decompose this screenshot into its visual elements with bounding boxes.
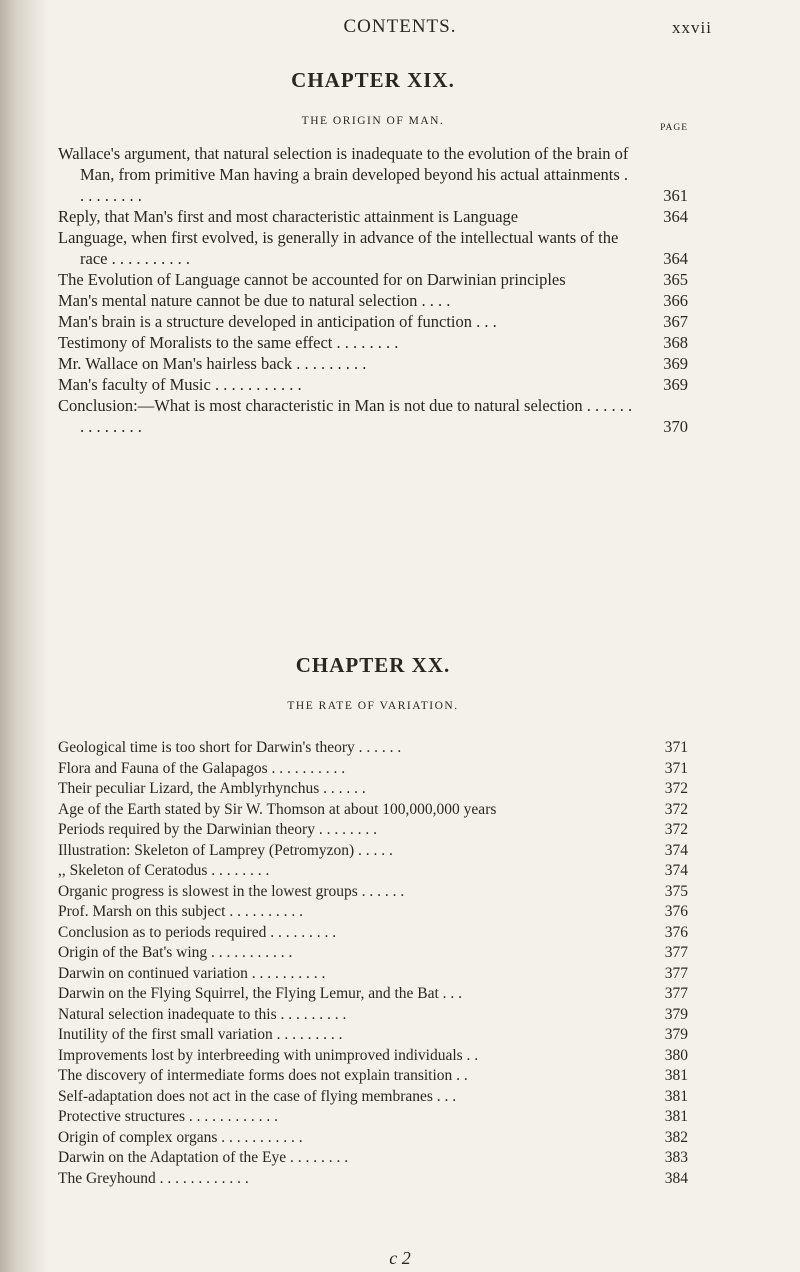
entry-page: 384 <box>664 1169 688 1187</box>
running-head-title: CONTENTS. <box>343 16 457 37</box>
entry-text: Prof. Marsh on this subject . . . . . . . . . . <box>58 903 303 920</box>
entry-page: 372 <box>664 780 688 797</box>
entry-page: 375 <box>664 882 688 900</box>
signature-mark: c 2 <box>389 1248 411 1268</box>
entry-page: 381 <box>664 1087 688 1105</box>
entry-text: Origin of complex organs . . . . . . . . . . . <box>58 1128 303 1146</box>
entry-page: 366 <box>663 291 688 310</box>
toc-entry <box>58 820 688 841</box>
toc-entry <box>58 332 688 353</box>
toc-entry <box>58 964 688 985</box>
entry-text: Mr. Wallace on Man's hairless back . . . . . . . . . <box>58 354 367 373</box>
toc-entry <box>58 353 688 374</box>
entry-text: Their peculiar Lizard, the Amblyrhynchus . . . . . . <box>58 780 366 797</box>
chapter-19-title: CHAPTER XIX. <box>291 68 455 92</box>
toc-entry <box>58 882 688 903</box>
chapter-19-entries <box>58 143 688 437</box>
toc-entry <box>58 1087 688 1108</box>
entry-page: 377 <box>664 944 688 961</box>
entry-text: Self-adaptation does not act in the case of flying membranes . . . <box>58 1087 457 1105</box>
entry-text: Conclusion:—What is most characteristic in Man is not due to natural selection . . . . . . . . . . . . . . <box>58 396 633 436</box>
page-edge-shadow <box>0 0 48 1272</box>
entry-page: 383 <box>664 1149 688 1166</box>
entry-text: Age of the Earth stated by Sir W. Thomson at about 100,000,000 years <box>58 800 497 818</box>
toc-entry <box>58 1005 688 1026</box>
entry-page: 364 <box>663 249 688 268</box>
entry-text: Protective structures . . . . . . . . . . . . <box>58 1108 278 1125</box>
entry-page: 377 <box>664 964 688 982</box>
entry-text: Wallace's argument, that natural selection is inadequate to the evolution of the brain of Man, from primitive Man having a brain developed beyond his actual attainments . . . . . . . . . <box>58 144 629 205</box>
toc-entry <box>58 1046 688 1067</box>
toc-entry <box>58 1128 688 1149</box>
toc-entry <box>58 1107 688 1128</box>
entry-page: 374 <box>664 862 688 879</box>
entry-text: Darwin on the Flying Squirrel, the Flying Lemur, and the Bat . . . <box>58 985 463 1002</box>
toc-entry <box>58 943 688 964</box>
entry-text: Natural selection inadequate to this . . . . . . . . . <box>58 1005 347 1023</box>
entry-text: Language, when first evolved, is generally in advance of the intellectual wants of the race . . . . . . . . . . <box>58 228 619 268</box>
entry-page: 382 <box>664 1128 688 1146</box>
toc-entry <box>58 227 688 269</box>
toc-entry <box>58 861 688 882</box>
chapter-20-title: CHAPTER XX. <box>295 653 451 677</box>
chapter-19-section <box>58 68 688 437</box>
toc-entry <box>58 1169 688 1190</box>
toc-entry <box>58 841 688 862</box>
chapter-20-subtitle: THE RATE OF VARIATION. <box>287 700 459 712</box>
entry-page: 381 <box>664 1067 688 1084</box>
entry-text: Darwin on continued variation . . . . . . . . . . <box>58 964 326 982</box>
chapter-20-section <box>58 653 688 1189</box>
toc-entry <box>58 1066 688 1087</box>
entry-page: 377 <box>664 985 688 1002</box>
entry-text: The Greyhound . . . . . . . . . . . . <box>58 1169 249 1187</box>
entry-text: Organic progress is slowest in the lowest groups . . . . . . <box>58 882 405 900</box>
entry-page: 379 <box>664 1026 688 1043</box>
toc-entry <box>58 902 688 923</box>
entry-text: Darwin on the Adaptation of the Eye . . . . . . . . <box>58 1149 349 1166</box>
entry-page: 376 <box>664 903 688 920</box>
toc-entry <box>58 311 688 332</box>
toc-entry <box>58 206 688 227</box>
toc-entry <box>58 779 688 800</box>
chapter-19-subtitle: THE ORIGIN OF MAN. <box>301 115 445 127</box>
toc-entry <box>58 143 688 206</box>
entry-text: Flora and Fauna of the Galapagos . . . . . . . . . . <box>58 759 346 777</box>
entry-text: Man's faculty of Music . . . . . . . . . . . <box>58 375 302 394</box>
entry-page: 379 <box>664 1005 688 1023</box>
entry-page: 364 <box>663 207 688 226</box>
entry-page: 376 <box>664 923 688 941</box>
running-head-page-number: xxvii <box>672 18 712 37</box>
entry-page: 374 <box>664 841 688 859</box>
toc-entry <box>58 374 688 395</box>
running-head <box>0 14 800 44</box>
entry-page: 361 <box>663 186 688 205</box>
toc-entry <box>58 395 688 437</box>
entry-text: Man's mental nature cannot be due to natural selection . . . . <box>58 291 451 310</box>
toc-entry <box>58 759 688 780</box>
toc-entry <box>58 269 688 290</box>
entry-page: 371 <box>664 759 688 777</box>
entry-text: Illustration: Skeleton of Lamprey (Petromyzon) . . . . . <box>58 841 393 859</box>
entry-text: Man's brain is a structure developed in anticipation of function . . . <box>58 312 497 331</box>
page-column-label: PAGE <box>660 123 688 133</box>
entry-text: Inutility of the first small variation . . . . . . . . . <box>58 1026 343 1043</box>
entry-page: 372 <box>664 800 688 818</box>
entry-text: Conclusion as to periods required . . . . . . . . . <box>58 923 337 941</box>
entry-text: Periods required by the Darwinian theory . . . . . . . . <box>58 821 377 838</box>
toc-entry <box>58 800 688 821</box>
toc-entry <box>58 738 688 759</box>
entry-page: 369 <box>663 375 688 394</box>
entry-page: 370 <box>663 417 688 436</box>
entry-page: 368 <box>663 333 688 352</box>
entry-page: 367 <box>663 312 688 331</box>
entry-page: 369 <box>663 354 688 373</box>
entry-text: Testimony of Moralists to the same effect . . . . . . . . <box>58 333 399 352</box>
entry-text: ,, Skeleton of Ceratodus . . . . . . . . <box>58 862 270 879</box>
entry-text: The Evolution of Language cannot be accounted for on Darwinian principles <box>58 270 566 289</box>
entry-page: 371 <box>664 739 688 756</box>
entry-text: The discovery of intermediate forms does not explain transition . . <box>58 1067 468 1084</box>
toc-entry <box>58 984 688 1005</box>
toc-entry <box>58 1148 688 1169</box>
entry-page: 381 <box>664 1108 688 1125</box>
entry-text: Improvements lost by interbreeding with unimproved individuals . . <box>58 1046 479 1064</box>
entry-page: 380 <box>664 1046 688 1064</box>
entry-text: Origin of the Bat's wing . . . . . . . . . . . <box>58 944 293 961</box>
toc-entry <box>58 290 688 311</box>
entry-text: Geological time is too short for Darwin's theory . . . . . . <box>58 739 402 756</box>
toc-entry <box>58 1025 688 1046</box>
entry-page: 372 <box>664 821 688 838</box>
entry-text: Reply, that Man's first and most characteristic attainment is Language <box>58 207 519 226</box>
entry-page: 365 <box>663 270 688 289</box>
toc-entry <box>58 923 688 944</box>
chapter-20-entries <box>58 738 688 1189</box>
